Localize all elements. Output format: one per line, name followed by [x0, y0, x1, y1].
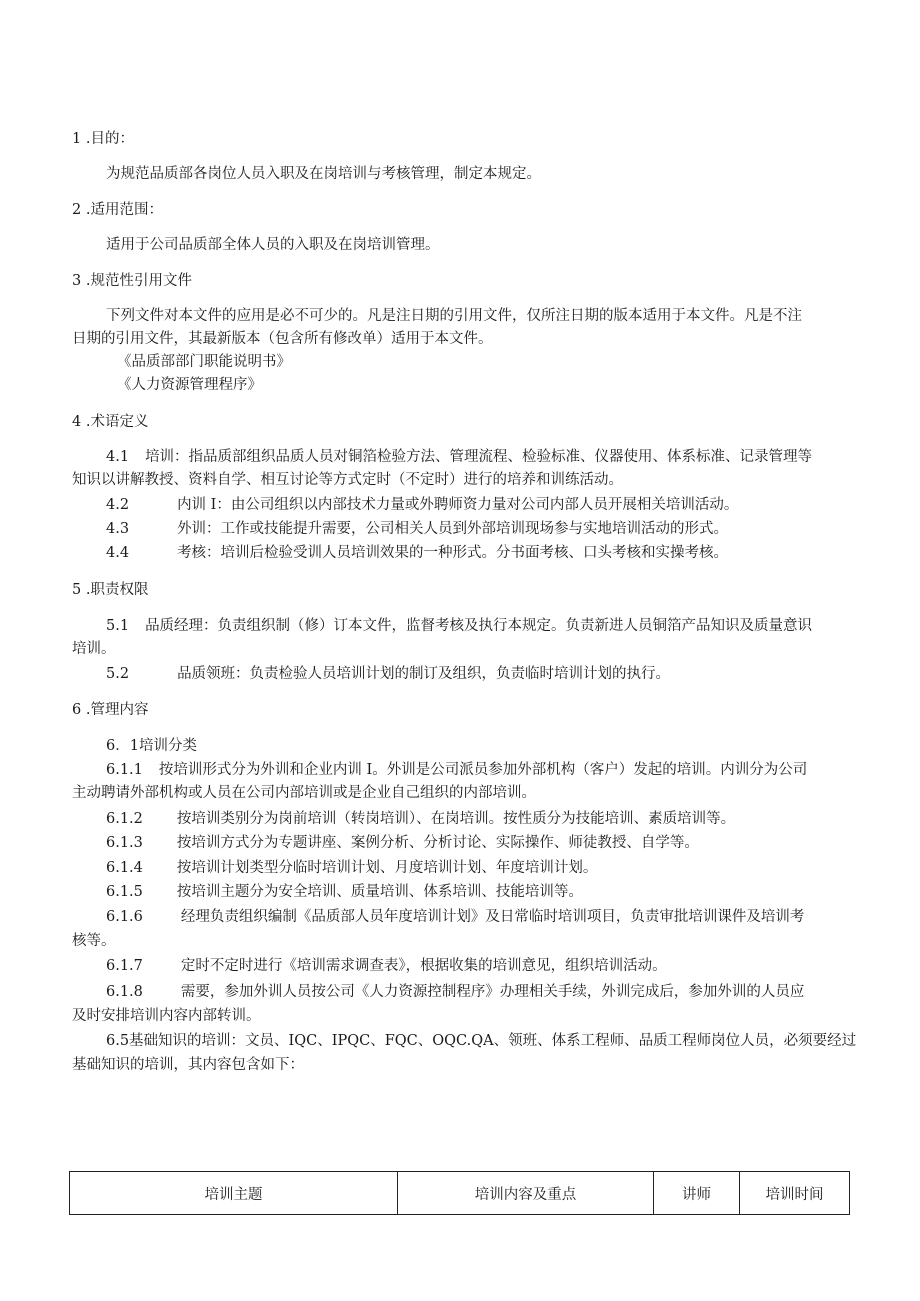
item-6-1-4-number: 6.1.4 — [106, 860, 143, 876]
section-5-heading: 5 .职责权限 — [72, 582, 149, 598]
section-1-heading: 1 .目的： — [72, 131, 134, 147]
term-4-3 — [106, 519, 728, 539]
term-4-4-text: 考核：培训后检验受训人员培训效果的一种形式。分书面考核、口头考核和实操考核。 — [177, 545, 729, 561]
term-4-1-line2: 知识以讲解教授、资料自学、相互讨论等方式定时（不定时）进行的培养和训练活动。 — [72, 472, 623, 488]
duty-5-1 — [106, 616, 812, 636]
term-4-2-number: 4.2 — [106, 497, 130, 513]
item-6-1-7-number: 6.1.7 — [106, 958, 143, 974]
section-3-body-line1: 下列文件对本文件的应用是必不可少的。凡是注日期的引用文件，仅所注日期的版本适用于本文件。凡是不注 — [106, 308, 802, 324]
item-6-1-6 — [106, 907, 804, 927]
item-6-1-4-text: 按培训计划类型分临时培训计划、月度培训计划、年度培训计划。 — [176, 860, 598, 876]
term-4-2 — [106, 495, 738, 515]
item-6-1-1-number: 6.1.1 — [106, 762, 143, 778]
item-6-1-2-number: 6.1.2 — [106, 811, 143, 827]
item-6-5: 6.5基础知识的培训：文员、IQC、IPQC、FQC、OQC.QA、领班、体系工程师、品质工程师岗位人员，必须要经过 — [106, 1033, 857, 1049]
item-6-1-7 — [106, 956, 667, 976]
term-4-1-number: 4.1 — [106, 449, 130, 465]
section-6-heading: 6 .管理内容 — [72, 702, 149, 718]
item-6-1-5-text: 按培训主题分为安全培训、质量培训、体系培训、技能培训等。 — [176, 884, 583, 900]
item-6-1-7-text: 定时不定时进行《培训需求调查表》，根据收集的培训意见，组织培训活动。 — [180, 958, 667, 974]
subsection-6-1-heading: 6．1培训分类 — [106, 738, 197, 754]
column-header-topic: 培训主题 — [70, 1172, 398, 1215]
item-6-1-3 — [106, 833, 699, 853]
item-6-1-5-number: 6.1.5 — [106, 884, 143, 900]
section-2-body: 适用于公司品质部全体人员的入职及在岗培训管理。 — [106, 237, 440, 253]
duty-5-2-number: 5.2 — [106, 666, 130, 682]
column-header-time: 培训时间 — [740, 1172, 850, 1215]
item-6-1-1-line2: 主动聘请外部机构或人员在公司内部培训或是企业自己组织的内部培训。 — [72, 785, 536, 801]
duty-5-1-line2: 培训。 — [72, 641, 116, 657]
column-header-content: 培训内容及重点 — [398, 1172, 654, 1215]
item-6-1-2-text: 按培训类别分为岗前培训（转岗培训）、在岗培训。按性质分为技能培训、素质培训等。 — [176, 811, 736, 827]
term-4-1-text: 培训：指品质部组织品质人员对铜箔检验方法、管理流程、检验标准、仪器使用、体系标准、记录管理等 — [145, 449, 813, 465]
item-6-1-4 — [106, 858, 597, 878]
term-4-3-number: 4.3 — [106, 521, 130, 537]
section-2-heading: 2 .适用范围： — [72, 202, 163, 218]
duty-5-1-number: 5.1 — [106, 618, 130, 634]
term-4-4-number: 4.4 — [106, 545, 130, 561]
item-6-1-2 — [106, 809, 735, 829]
item-6-1-3-number: 6.1.3 — [106, 835, 143, 851]
item-6-1-8-number: 6.1.8 — [106, 984, 143, 1000]
section-3-heading: 3 .规范性引用文件 — [72, 273, 192, 289]
table-header-row — [70, 1172, 850, 1215]
column-header-lecturer: 讲师 — [654, 1172, 740, 1215]
section-1-body: 为规范品质部各岗位人员入职及在岗培训与考核管理，制定本规定。 — [106, 166, 541, 182]
term-4-1 — [106, 447, 812, 467]
item-6-1-6-line2: 核等。 — [72, 933, 116, 949]
item-6-1-3-text: 按培训方式分为专题讲座、案例分析、分析讨论、实际操作、师徒教授、自学等。 — [176, 835, 699, 851]
term-4-2-text: 内训 I：由公司组织以内部技术力量或外聘师资力量对公司内部人员开展相关培训活动。 — [177, 497, 739, 513]
reference-doc-1: 《品质部部门职能说明书》 — [117, 354, 291, 370]
item-6-1-8 — [106, 982, 804, 1002]
item-6-1-1 — [106, 760, 807, 780]
item-6-5-line2: 基础知识的培训，其内容包含如下： — [72, 1057, 304, 1073]
duty-5-1-text: 品质经理：负责组织制（修）订本文件，监督考核及执行本规定。负责新进人员铜箔产品知识及质量意识 — [145, 618, 813, 634]
duty-5-2-text: 品质领班：负责检验人员培训计划的制订及组织，负责临时培训计划的执行。 — [177, 666, 671, 682]
duty-5-2 — [106, 664, 670, 684]
item-6-1-8-text: 需要，参加外训人员按公司《人力资源控制程序》办理相关手续，外训完成后，参加外训的人员应 — [180, 984, 805, 1000]
training-table — [69, 1171, 850, 1215]
term-4-4 — [106, 543, 728, 563]
section-3-body-line2: 日期的引用文件，其最新版本（包含所有修改单）适用于本文件。 — [72, 331, 493, 347]
item-6-1-1-text: 按培训形式分为外训和企业内训 I。外训是公司派员参加外部机构（客户）发起的培训。内训分为公司 — [158, 762, 808, 778]
item-6-1-8-line2: 及时安排培训内容内部转训。 — [72, 1008, 261, 1024]
item-6-1-6-text: 经理负责组织编制《品质部人员年度培训计划》及日常临时培训项目，负责审批培训课件及培训考 — [180, 909, 805, 925]
section-4-heading: 4 .术语定义 — [72, 414, 149, 430]
reference-doc-2: 《人力资源管理程序》 — [117, 377, 262, 393]
item-6-1-6-number: 6.1.6 — [106, 909, 143, 925]
item-6-1-5 — [106, 882, 583, 902]
term-4-3-text: 外训：工作或技能提升需要，公司相关人员到外部培训现场参与实地培训活动的形式。 — [177, 521, 729, 537]
